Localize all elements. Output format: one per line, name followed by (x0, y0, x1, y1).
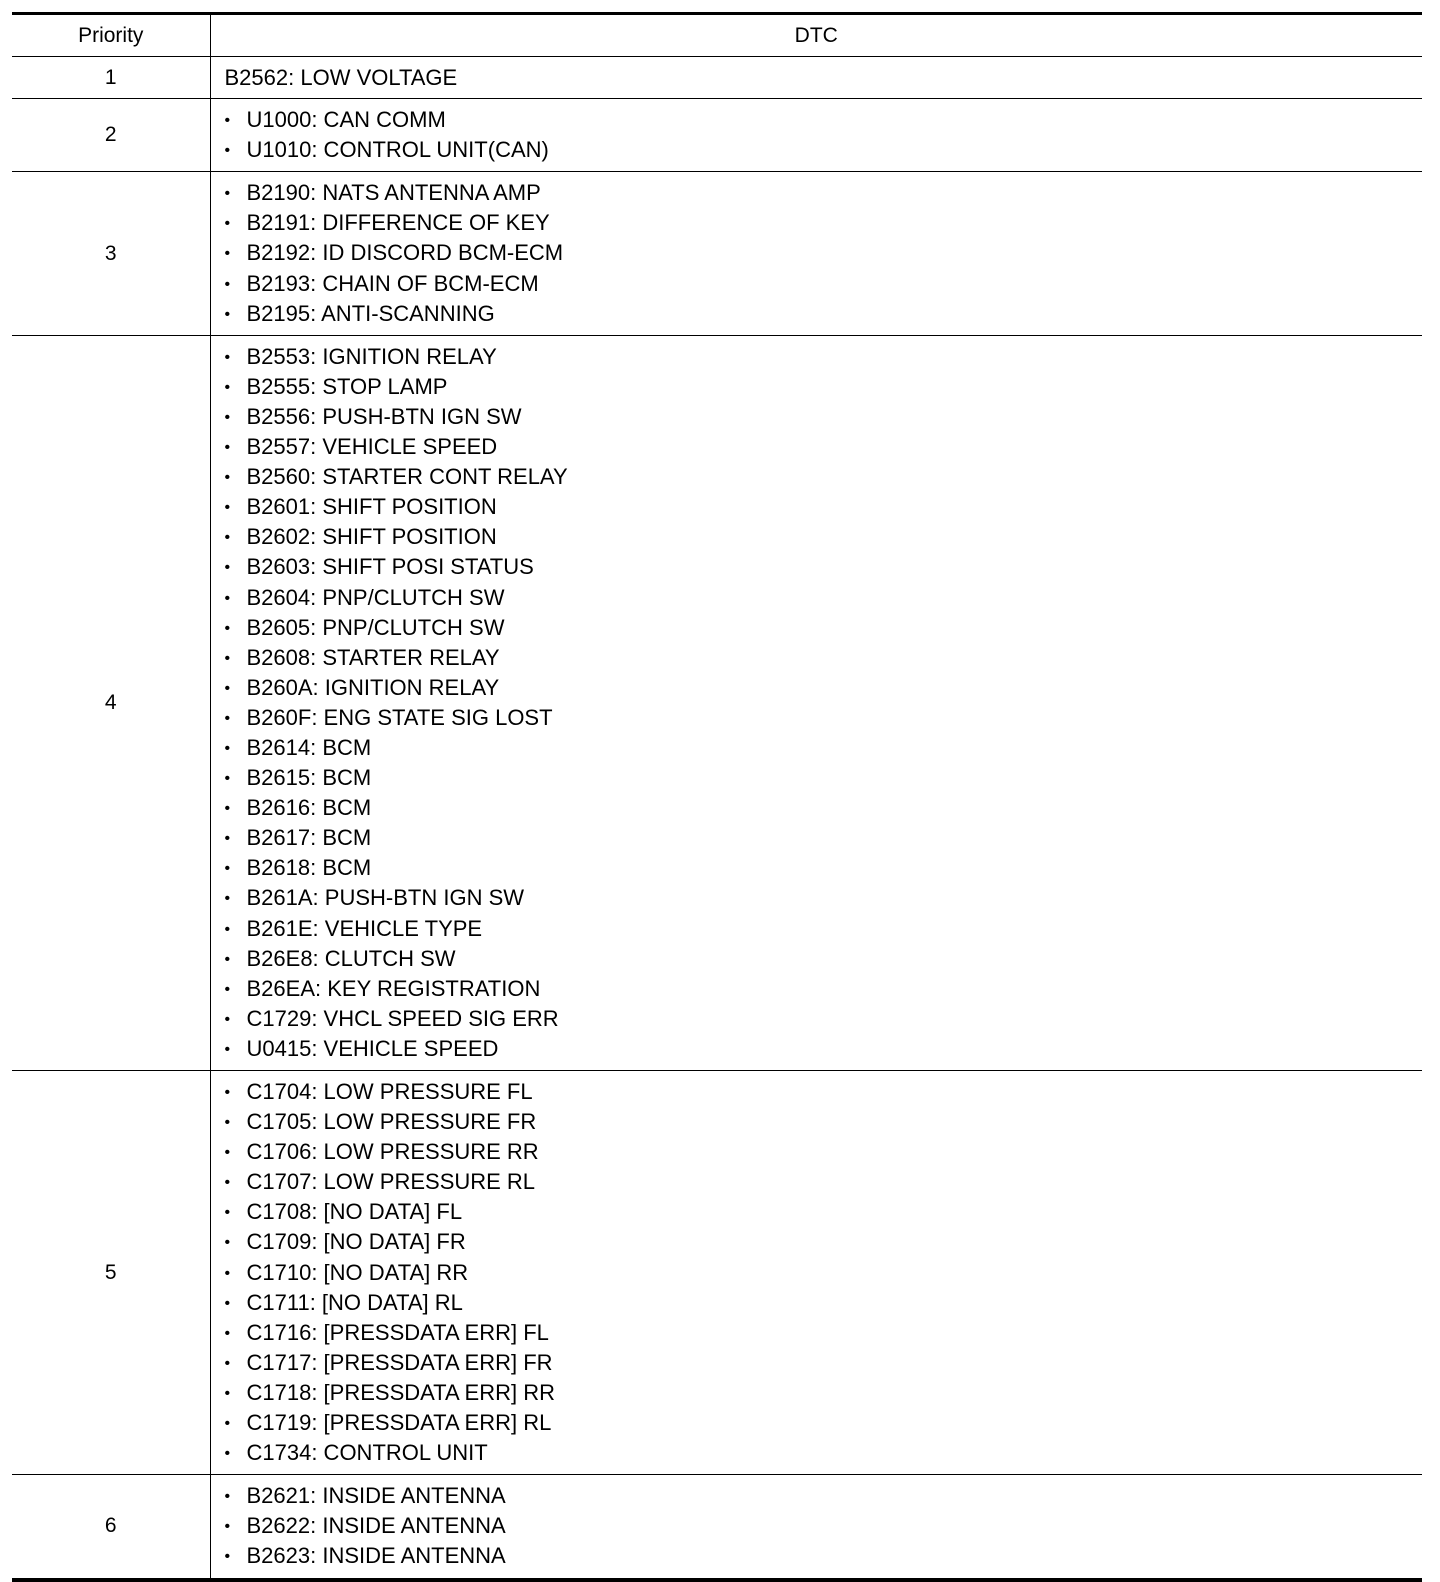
list-item (225, 1107, 1423, 1137)
bullet-icon: • (224, 1174, 231, 1192)
dtc-code: C1717: [PRESSDATA ERR] FR (246, 1349, 553, 1375)
list-item (225, 673, 1423, 703)
list-item (225, 402, 1423, 432)
list-item (225, 1378, 1423, 1408)
bullet-icon: • (224, 770, 231, 788)
bullet-icon: • (224, 980, 231, 998)
list-item (225, 269, 1423, 299)
list-item (225, 1197, 1423, 1227)
bullet-icon: • (224, 559, 231, 577)
bullet-icon: • (224, 830, 231, 848)
bullet-icon: • (224, 800, 231, 818)
bullet-icon: • (224, 499, 231, 517)
dtc-code: B2601: SHIFT POSITION (246, 494, 497, 520)
bullet-icon: • (224, 950, 231, 968)
bullet-icon: • (224, 529, 231, 547)
priority-cell: 4 (12, 335, 210, 1070)
dtc-code: B2557: VEHICLE SPEED (246, 434, 498, 460)
dtc-code: B2618: BCM (246, 855, 372, 881)
dtc-code: B2622: INSIDE ANTENNA (246, 1513, 506, 1539)
list-item (225, 135, 1423, 165)
bullet-icon: • (224, 679, 231, 697)
list-item (225, 552, 1423, 582)
bullet-icon: • (224, 739, 231, 757)
dtc-cell (210, 99, 1422, 172)
bullet-icon: • (224, 305, 231, 323)
dtc-code: B2603: SHIFT POSI STATUS (246, 554, 534, 580)
priority-cell: 3 (12, 172, 210, 335)
dtc-code: B260F: ENG STATE SIG LOST (246, 704, 553, 730)
bullet-icon: • (224, 1548, 231, 1566)
table-row (12, 1475, 1422, 1580)
list-item (225, 105, 1423, 135)
bullet-icon: • (224, 1354, 231, 1372)
list-item (225, 974, 1423, 1004)
bullet-icon: • (224, 860, 231, 878)
list-item (225, 432, 1423, 462)
dtc-column-header: DTC (210, 14, 1422, 57)
list-item (225, 1318, 1423, 1348)
dtc-code: B2614: BCM (246, 734, 372, 760)
list-item (225, 342, 1423, 372)
dtc-code: B2560: STARTER CONT RELAY (246, 464, 568, 490)
dtc-code: B261E: VEHICLE TYPE (246, 915, 483, 941)
list-item (225, 1227, 1423, 1257)
list-item (225, 1004, 1423, 1034)
bullet-icon: • (224, 378, 231, 396)
bullet-icon: • (224, 408, 231, 426)
dtc-code: B2191: DIFFERENCE OF KEY (246, 210, 550, 236)
list-item (225, 1511, 1423, 1541)
bullet-icon: • (224, 890, 231, 908)
bullet-icon: • (224, 275, 231, 293)
bullet-icon: • (224, 469, 231, 487)
bullet-icon: • (224, 1488, 231, 1506)
bullet-icon: • (224, 649, 231, 667)
dtc-code: C1718: [PRESSDATA ERR] RR (246, 1379, 556, 1405)
list-item (225, 1258, 1423, 1288)
priority-cell: 6 (12, 1475, 210, 1580)
list-item (225, 1137, 1423, 1167)
list-item (225, 823, 1423, 853)
bullet-icon: • (224, 1114, 231, 1132)
list-item (225, 583, 1423, 613)
dtc-code: C1710: [NO DATA] RR (246, 1259, 469, 1285)
table-row (12, 57, 1422, 99)
list-item (225, 703, 1423, 733)
list-item (225, 1034, 1423, 1064)
bullet-icon: • (224, 709, 231, 727)
dtc-code: B26EA: KEY REGISTRATION (246, 975, 541, 1001)
bullet-icon: • (224, 185, 231, 203)
list-item (225, 299, 1423, 329)
bullet-icon: • (224, 1294, 231, 1312)
dtc-code: B2556: PUSH-BTN IGN SW (246, 403, 522, 429)
dtc-code: B26E8: CLUTCH SW (246, 945, 456, 971)
dtc-code: B2605: PNP/CLUTCH SW (246, 614, 505, 640)
bullet-icon: • (224, 1084, 231, 1101)
bullet-icon: • (224, 1144, 231, 1162)
list-item (225, 944, 1423, 974)
dtc-code: B2604: PNP/CLUTCH SW (246, 584, 505, 610)
bullet-icon: • (224, 1384, 231, 1402)
dtc-code: U1010: CONTROL UNIT(CAN) (246, 137, 549, 163)
dtc-code: C1734: CONTROL UNIT (246, 1440, 488, 1466)
list-item (225, 763, 1423, 793)
list-item (225, 1541, 1423, 1571)
list-item (225, 1077, 1423, 1107)
dtc-code: B2616: BCM (246, 795, 372, 821)
dtc-code: B2555: STOP LAMP (246, 373, 448, 399)
table-row (12, 1071, 1422, 1475)
list-item (225, 462, 1423, 492)
bullet-icon: • (224, 112, 231, 130)
list-item (225, 883, 1423, 913)
dtc-code: C1704: LOW PRESSURE FL (246, 1079, 533, 1104)
list-item (225, 914, 1423, 944)
dtc-code: B2623: INSIDE ANTENNA (246, 1543, 506, 1569)
dtc-cell (210, 172, 1422, 335)
dtc-code: C1716: [PRESSDATA ERR] FL (246, 1319, 549, 1345)
bullet-icon: • (224, 1324, 231, 1342)
dtc-code: B2190: NATS ANTENNA AMP (246, 180, 541, 206)
bullet-icon: • (224, 348, 231, 366)
dtc-cell (210, 1071, 1422, 1475)
dtc-code: B2617: BCM (246, 825, 372, 851)
list-item (225, 1167, 1423, 1197)
dtc-list (225, 342, 1423, 1064)
list-item (225, 208, 1423, 238)
dtc-cell (210, 1475, 1422, 1580)
list-item (225, 1288, 1423, 1318)
bullet-icon: • (224, 142, 231, 160)
dtc-code: U0415: VEHICLE SPEED (246, 1035, 499, 1061)
dtc-code: B2195: ANTI-SCANNING (246, 300, 495, 326)
table-row (12, 335, 1422, 1070)
priority-column-header: Priority (12, 14, 210, 57)
list-item (225, 522, 1423, 552)
dtc-code: C1729: VHCL SPEED SIG ERR (246, 1005, 559, 1031)
bullet-icon: • (224, 1415, 231, 1433)
bullet-icon: • (224, 1445, 231, 1463)
dtc-code: C1705: LOW PRESSURE FR (246, 1109, 537, 1135)
dtc-code: U1000: CAN COMM (246, 107, 446, 133)
list-item (225, 1348, 1423, 1378)
bullet-icon: • (224, 1204, 231, 1222)
dtc-code: B2193: CHAIN OF BCM-ECM (246, 270, 539, 296)
dtc-list (225, 178, 1423, 328)
list-item (225, 1408, 1423, 1438)
list-item (225, 733, 1423, 763)
bullet-icon: • (224, 1234, 231, 1252)
dtc-code: B2608: STARTER RELAY (246, 644, 500, 670)
priority-cell: 1 (12, 57, 210, 99)
list-item (225, 492, 1423, 522)
dtc-priority-table (12, 12, 1422, 1582)
table-header (12, 14, 1422, 57)
list-item (225, 853, 1423, 883)
list-item (225, 178, 1423, 208)
dtc-cell (210, 57, 1422, 99)
dtc-list (225, 105, 1423, 165)
list-item (225, 1481, 1423, 1511)
dtc-code: C1706: LOW PRESSURE RR (246, 1139, 539, 1165)
dtc-code: C1719: [PRESSDATA ERR] RL (246, 1410, 552, 1436)
dtc-code: C1711: [NO DATA] RL (246, 1289, 463, 1315)
priority-cell: 5 (12, 1071, 210, 1475)
priority-cell: 2 (12, 99, 210, 172)
bullet-icon: • (224, 245, 231, 263)
bullet-icon: • (224, 1010, 231, 1028)
dtc-code: B2602: SHIFT POSITION (246, 524, 497, 550)
table-body (12, 57, 1422, 1580)
dtc-code: B2621: INSIDE ANTENNA (246, 1483, 506, 1509)
dtc-code: B2192: ID DISCORD BCM-ECM (246, 240, 564, 266)
bullet-icon: • (224, 215, 231, 233)
dtc-code: B2562: LOW VOLTAGE (224, 65, 458, 90)
bullet-icon: • (224, 589, 231, 607)
bullet-icon: • (224, 1264, 231, 1282)
header-row (12, 14, 1422, 57)
dtc-cell (210, 335, 1422, 1070)
bullet-icon: • (224, 920, 231, 938)
dtc-list (225, 1481, 1423, 1571)
list-item (225, 238, 1423, 268)
bullet-icon: • (224, 439, 231, 457)
dtc-list (225, 1077, 1423, 1468)
bullet-icon: • (224, 1518, 231, 1536)
list-item (225, 613, 1423, 643)
list-item (225, 793, 1423, 823)
dtc-code: B2553: IGNITION RELAY (246, 343, 497, 369)
dtc-code: B260A: IGNITION RELAY (246, 674, 500, 700)
table-row (12, 172, 1422, 335)
dtc-code: C1709: [NO DATA] FR (246, 1229, 466, 1255)
bullet-icon: • (224, 1040, 231, 1058)
dtc-code: B261A: PUSH-BTN IGN SW (246, 885, 525, 911)
table-row (12, 99, 1422, 172)
bullet-icon: • (224, 619, 231, 637)
list-item (225, 372, 1423, 402)
list-item (225, 643, 1423, 673)
dtc-code: B2615: BCM (246, 765, 372, 791)
list-item (225, 1438, 1423, 1468)
dtc-code: C1708: [NO DATA] FL (246, 1199, 463, 1225)
dtc-code: C1707: LOW PRESSURE RL (246, 1169, 536, 1195)
